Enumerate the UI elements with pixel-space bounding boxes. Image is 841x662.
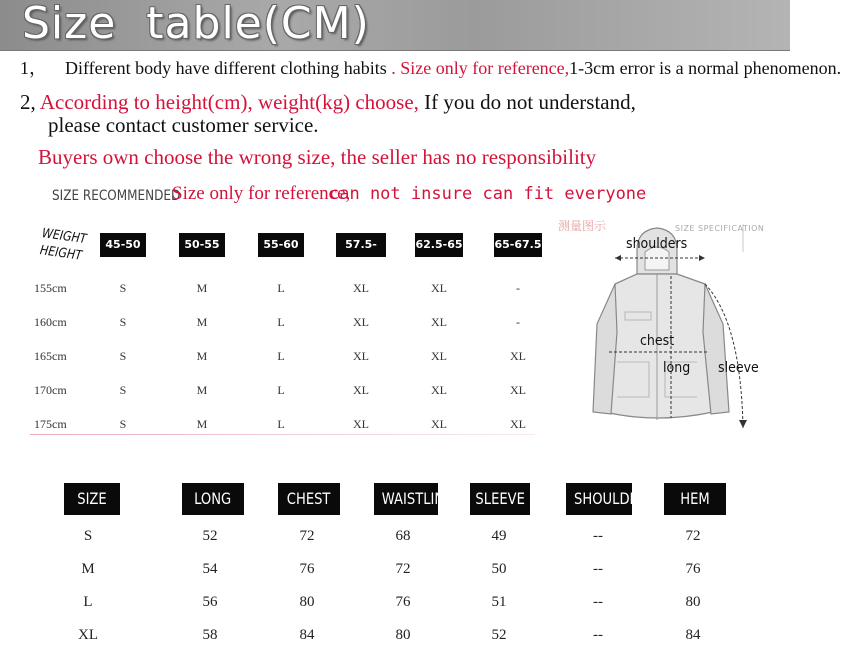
size-cell: XL: [78, 627, 98, 643]
height-label: 170cm: [34, 383, 67, 397]
hem-cell: 84: [685, 627, 701, 643]
figure-title-en: SIZE SPECIFICATION: [675, 224, 765, 233]
size-cell: XL: [353, 383, 369, 397]
note-1-tail: 1-3cm error is a normal phenomenon.: [569, 58, 841, 78]
size-cell: -: [516, 281, 520, 295]
size-cell: XL: [353, 281, 369, 295]
height-label: 175cm: [34, 417, 67, 431]
figure-title-cn: 测量图示: [558, 219, 607, 233]
size-cell: M: [196, 417, 208, 431]
page-title: Size table(CM): [22, 0, 370, 49]
long-label: long: [663, 360, 691, 376]
shoulder-cell: --: [593, 627, 603, 643]
size-cell: L: [277, 315, 285, 329]
size-cell: XL: [431, 349, 447, 363]
weight-chip: 50-55: [179, 233, 225, 257]
weight-chip: 55-60: [258, 233, 304, 257]
sleeve-cell: 51: [491, 594, 507, 610]
note-2: [20, 90, 636, 115]
size-cell: L: [277, 281, 285, 295]
header-waistline: WAISTLINE: [374, 483, 438, 515]
sleeve-cell: 52: [491, 627, 507, 643]
chest-cell: 72: [299, 528, 315, 544]
height-label: 160cm: [34, 315, 67, 329]
shoulder-cell: --: [593, 528, 603, 544]
size-cell: L: [277, 349, 285, 363]
size-cell: XL: [431, 315, 447, 329]
waistline-cell: 80: [395, 627, 411, 643]
chest-label: chest: [640, 333, 675, 349]
weight-chip: 65-67.5: [494, 233, 542, 257]
waistline-cell: 76: [395, 594, 411, 610]
weight-chip: 62.5-65: [415, 233, 463, 257]
note-1-red-text: . Size only for reference,: [386, 58, 570, 78]
note-2-line2: please contact customer service.: [48, 113, 319, 137]
size-cell: XL: [353, 349, 369, 363]
header-banner: [0, 0, 790, 51]
size-cell: S: [119, 281, 127, 295]
note-1: [20, 54, 841, 80]
long-cell: 54: [202, 561, 218, 577]
size-cell: XL: [353, 315, 369, 329]
size-cell: XL: [431, 383, 447, 397]
chest-cell: 80: [299, 594, 315, 610]
shoulder-cell: --: [593, 594, 603, 610]
note-3: Buyers own choose the wrong size, the seller has no responsibility: [38, 145, 597, 169]
note-1-text: Different body have different clothing habits: [65, 58, 387, 78]
size-cell: XL: [431, 417, 447, 431]
hem-cell: 76: [685, 561, 701, 577]
header-long: LONG: [182, 483, 244, 515]
size-cell: XL: [431, 281, 447, 295]
size-cell: XL: [353, 417, 369, 431]
size-cell: S: [119, 383, 127, 397]
weight-axis-label: WEIGHT: [40, 226, 88, 248]
height-label: 155cm: [34, 281, 67, 295]
note-2-number: 2,: [20, 90, 36, 114]
size-cell: S: [119, 315, 127, 329]
waistline-cell: 68: [395, 528, 411, 544]
long-cell: 58: [202, 627, 218, 643]
table-divider: [30, 434, 535, 435]
height-axis-label: HEIGHT: [38, 243, 83, 264]
size-cell: S: [119, 417, 127, 431]
size-recommended-label: SIZE RECOMMENDED: [52, 188, 181, 204]
size-cell: L: [83, 594, 93, 610]
size-cell: L: [277, 383, 285, 397]
fit-disclaimer: can not insure can fit everyone: [329, 184, 647, 204]
header-sleeve: SLEEVE: [470, 483, 530, 515]
hem-cell: 80: [685, 594, 701, 610]
size-cell: -: [516, 315, 520, 329]
size-cell: S: [119, 349, 127, 363]
waistline-cell: 72: [395, 561, 411, 577]
size-cell: M: [196, 383, 208, 397]
header-size: SIZE: [64, 483, 120, 515]
long-cell: 52: [202, 528, 218, 544]
sleeve-cell: 49: [491, 528, 507, 544]
hem-cell: 72: [685, 528, 701, 544]
size-cell: M: [81, 561, 95, 577]
size-cell: XL: [510, 349, 526, 363]
sleeve-cell: 50: [491, 561, 507, 577]
size-cell: M: [196, 281, 208, 295]
chest-cell: 76: [299, 561, 315, 577]
size-cell: L: [277, 417, 285, 431]
size-cell: M: [196, 315, 208, 329]
shoulder-cell: --: [593, 561, 603, 577]
weight-chip: 57.5-62.5: [336, 233, 386, 257]
header-chest: CHEST: [278, 483, 340, 515]
size-cell: XL: [510, 417, 526, 431]
weight-chip: 45-50: [100, 233, 146, 257]
note-1-number: 1，: [20, 58, 47, 78]
shoulders-label: shoulders: [626, 236, 688, 252]
size-cell: XL: [510, 383, 526, 397]
size-reference-note: Size only for reference,: [172, 183, 351, 204]
chest-cell: 84: [299, 627, 315, 643]
sleeve-label: sleeve: [718, 360, 759, 376]
note-2-red-text: According to height(cm), weight(kg) choose,: [35, 90, 419, 114]
size-cell: M: [196, 349, 208, 363]
size-cell: S: [83, 528, 93, 544]
height-label: 165cm: [34, 349, 67, 363]
header-hem: HEM: [664, 483, 726, 515]
header-shoulder: SHOULDER: [566, 483, 632, 515]
note-2-tail: If you do not understand,: [418, 90, 636, 114]
long-cell: 56: [202, 594, 218, 610]
